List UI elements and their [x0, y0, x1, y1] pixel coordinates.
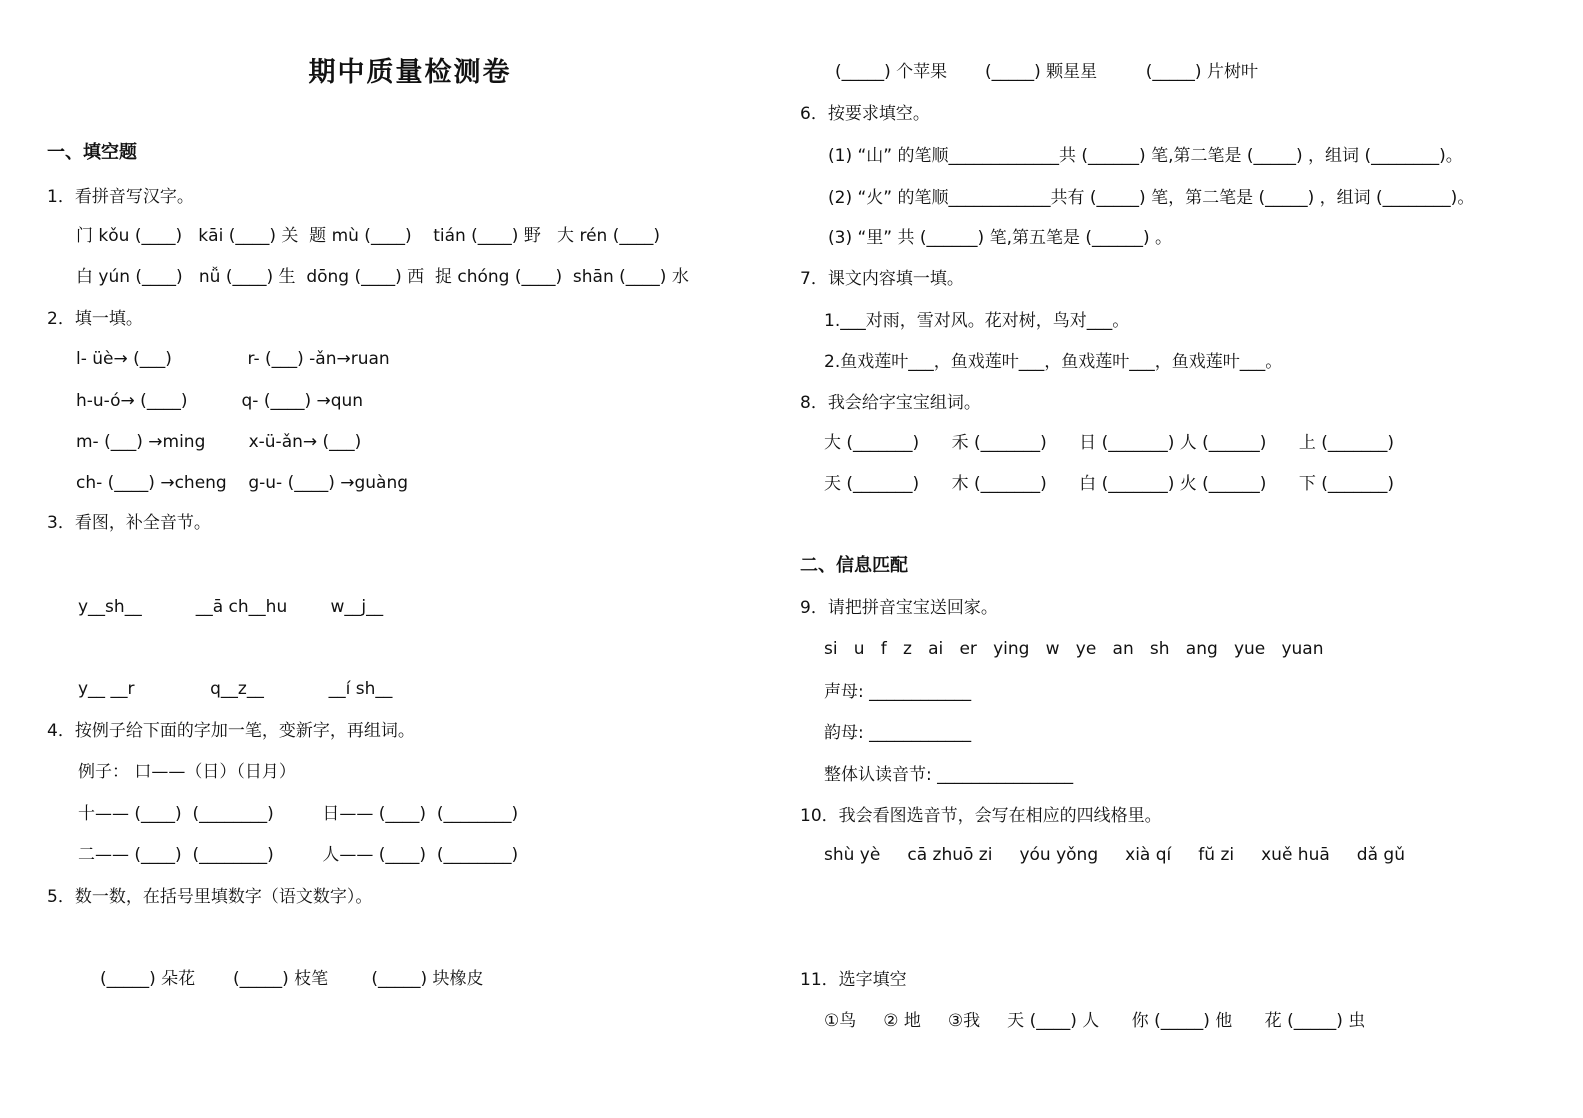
q1-line-1: 门 kǒu (____) kāi (____) 关 题 mù (____) tián (____) 野 大 rén (____) — [76, 226, 660, 246]
q9-blank-yunmu: 韵母: ____________ — [824, 723, 972, 743]
q6-line-2: (2) “火” 的笔顺____________共有 (_____) 笔，第二笔是 (_____) ，组词 (________)。 — [828, 188, 1475, 208]
q4-label: 4．按例子给下面的字加一笔，变新字，再组词。 — [47, 721, 415, 741]
q1-label: 1．看拼音写汉字。 — [47, 187, 194, 207]
q10-label: 10．我会看图选音节，会写在相应的四线格里。 — [800, 806, 1162, 826]
q2-line-3: m- (___) →ming x-ü-ǎn→ (___) — [76, 432, 362, 452]
q4-example: 例子： 口——（日）（日月） — [78, 762, 296, 782]
q6-line-3: (3) “里” 共 (______) 笔,第五笔是 (______) 。 — [828, 228, 1173, 248]
q2-line-1: l- üè→ (___) r- (___) -ǎn→ruan — [76, 349, 390, 369]
q3-line-2: y__ __r q__z__ __í sh__ — [78, 679, 393, 699]
q5-continuation-line: (_____) 个苹果 (_____) 颗星星 (_____) 片树叶 — [835, 62, 1258, 82]
q3-label: 3．看图，补全音节。 — [47, 513, 211, 533]
page-title: 期中质量检测卷 — [308, 57, 512, 88]
q8-line-1: 大 (_______) 禾 (_______) 日 (_______) 人 (______) 上 (_______) — [824, 433, 1395, 453]
q9-blank-shengmu: 声母: ____________ — [824, 682, 972, 702]
q11-line: ①鸟 ② 地 ③我 天 (____) 人 你 (_____) 他 花 (_____) 虫 — [824, 1011, 1366, 1031]
q4-line-2: 二—— (____) (________) 人—— (____) (________) — [78, 845, 519, 865]
q2-label: 2．填一填。 — [47, 309, 143, 329]
section-2-heading: 二、信息匹配 — [800, 555, 908, 576]
section-1-heading: 一、填空题 — [47, 142, 137, 163]
q4-line-1: 十—— (____) (________) 日—— (____) (________) — [78, 804, 519, 824]
q5-label: 5．数一数，在括号里填数字（语文数字）。 — [47, 887, 373, 907]
q2-line-2: h-u-ó→ (____) q- (____) →qun — [76, 391, 364, 411]
q7-line-1: 1.___对雨，雪对风。花对树，鸟对___。 — [824, 311, 1130, 331]
q9-blank-zhengti: 整体认读音节: ________________ — [824, 765, 1074, 785]
q7-label: 7．课文内容填一填。 — [800, 269, 964, 289]
q5-line-1: (_____) 朵花 (_____) 枝笔 (_____) 块橡皮 — [100, 969, 484, 989]
q10-pinyin-list: shù yè cā zhuō zi yóu yǒng xià qí fŭ zi xuě huā dǎ gǔ — [824, 845, 1405, 865]
q3-line-1: y__sh__ __ā ch__hu w__j__ — [78, 597, 384, 617]
q7-line-2: 2.鱼戏莲叶___，鱼戏莲叶___，鱼戏莲叶___，鱼戏莲叶___。 — [824, 352, 1283, 372]
q9-label: 9．请把拼音宝宝送回家。 — [800, 598, 998, 618]
q8-label: 8．我会给字宝宝组词。 — [800, 393, 981, 413]
q1-line-2: 白 yún (____) nǚ (____) 生 dōng (____) 西 捉 chóng (____) shān (____) 水 — [76, 267, 689, 287]
q6-line-1: (1) “山” 的笔顺_____________共 (______) 笔,第二笔是 (_____) ，组词 (________)。 — [828, 146, 1463, 166]
q6-label: 6．按要求填空。 — [800, 104, 930, 124]
q9-pinyin-list: si u f z ai er ying w ye an sh ang yue yuan — [824, 639, 1324, 659]
q11-label: 11．选字填空 — [800, 970, 907, 990]
q8-line-2: 天 (_______) 木 (_______) 白 (_______) 火 (______) 下 (_______) — [824, 474, 1395, 494]
q2-line-4: ch- (____) →cheng g-u- (____) →guàng — [76, 473, 409, 493]
